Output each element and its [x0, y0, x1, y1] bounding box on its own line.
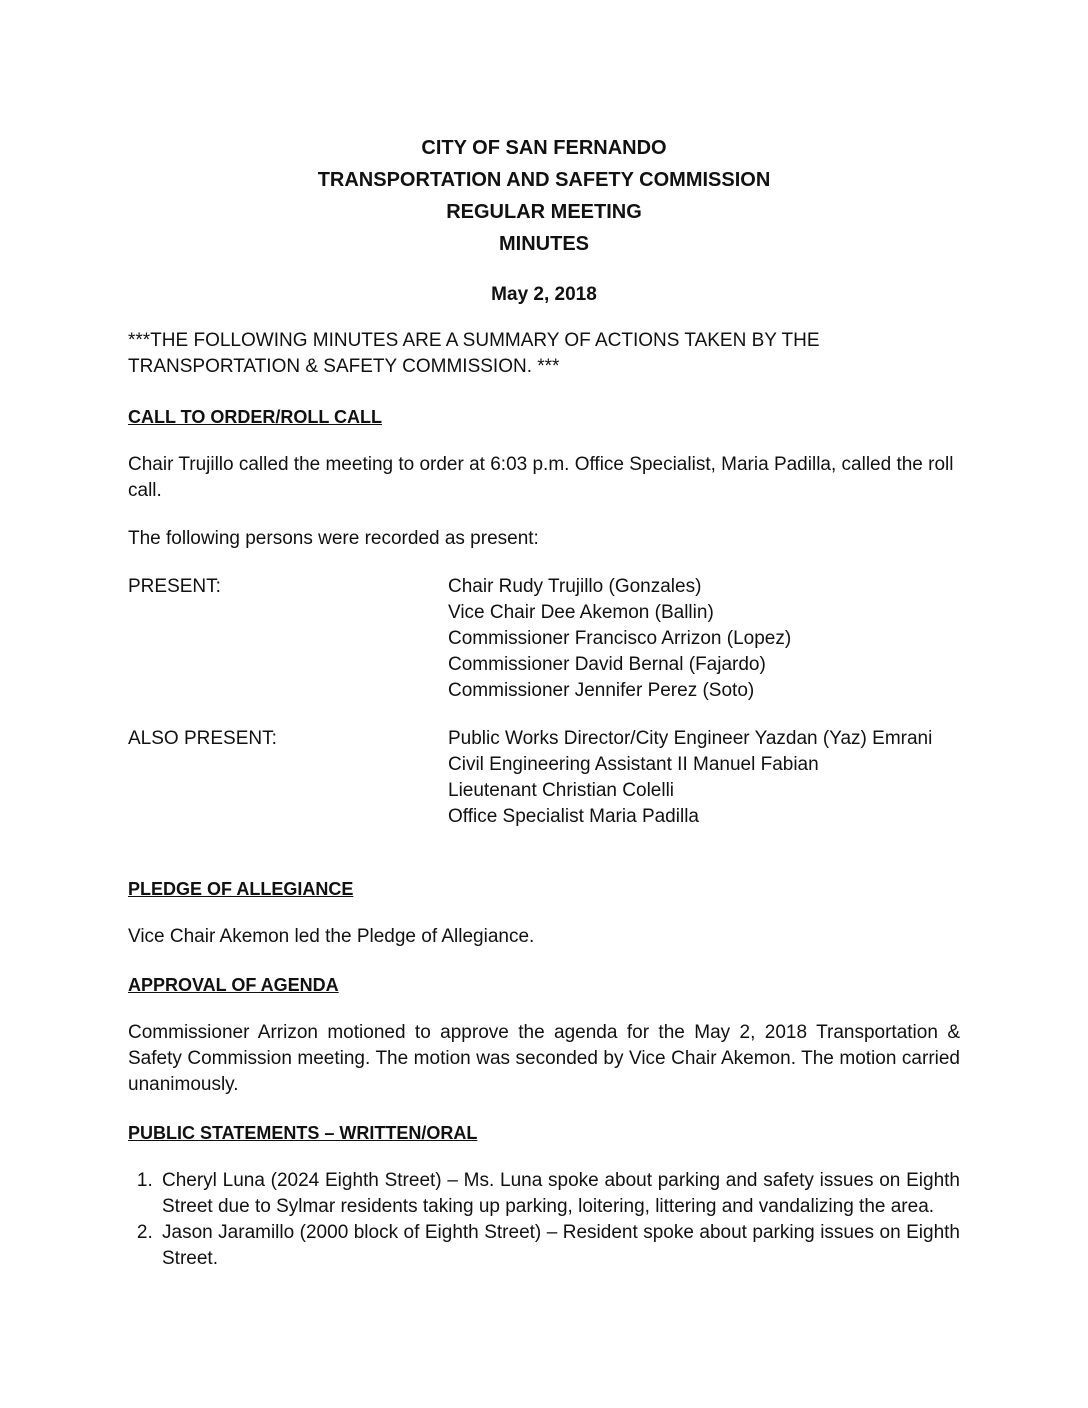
also-present-name: Public Works Director/City Engineer Yazdan (Yaz) Emrani — [448, 728, 933, 749]
title-commission: TRANSPORTATION AND SAFETY COMMISSION — [317, 169, 771, 191]
minutes-page — [128, 128, 960, 1272]
summary-note: ***THE FOLLOWING MINUTES ARE A SUMMARY OF ACTIONS TAKEN BY THE TRANSPORTATION & SAFETY COMMISSION. *** — [128, 330, 820, 377]
document-title — [128, 132, 960, 260]
pledge-heading: PLEDGE OF ALLEGIANCE — [128, 879, 354, 899]
public-statements-heading: PUBLIC STATEMENTS – WRITTEN/ORAL — [128, 1123, 478, 1143]
title-city: CITY OF SAN FERNANDO — [421, 137, 667, 159]
pledge-text: Vice Chair Akemon led the Pledge of Allegiance. — [128, 926, 535, 947]
present-label: PRESENT: — [128, 576, 221, 597]
also-present-name: Civil Engineering Assistant II Manuel Fabian — [448, 754, 819, 775]
present-list — [128, 574, 960, 704]
present-name: Vice Chair Dee Akemon (Ballin) — [448, 602, 714, 623]
present-name: Commissioner Francisco Arrizon (Lopez) — [448, 628, 792, 649]
present-name: Chair Rudy Trujillo (Gonzales) — [448, 576, 702, 597]
also-present-label: ALSO PRESENT: — [128, 728, 277, 749]
call-to-order-text: Chair Trujillo called the meeting to order at 6:03 p.m. Office Specialist, Maria Padilla, called the roll call. — [128, 454, 954, 501]
meeting-date: May 2, 2018 — [491, 284, 597, 305]
public-statements-list — [128, 1168, 960, 1272]
agenda-heading: APPROVAL OF AGENDA — [128, 975, 339, 995]
agenda-text: Commissioner Arrizon motioned to approve the agenda for the May 2, 2018 Transportation & Safety Commission meeting. The motion was seconded by Vice Chair Akemon. The motion carried unanimously. — [128, 1022, 960, 1095]
attendance-intro: The following persons were recorded as present: — [128, 528, 539, 549]
list-item: 1. Cheryl Luna (2024 Eighth Street) – Ms. Luna spoke about parking and safety issues on Eighth Street due to Sylmar residents taking up parking, loitering, littering and vandalizing the area. — [158, 1168, 960, 1220]
present-names — [448, 574, 960, 704]
also-present-list — [128, 726, 960, 830]
title-meeting-type: REGULAR MEETING — [446, 201, 642, 223]
call-to-order-heading: CALL TO ORDER/ROLL CALL — [128, 407, 382, 427]
title-minutes: MINUTES — [499, 233, 589, 255]
also-present-name: Lieutenant Christian Colelli — [448, 780, 675, 801]
list-item: 2. Jason Jaramillo (2000 block of Eighth Street) – Resident spoke about parking issues on Eighth Street. — [158, 1220, 960, 1272]
also-present-names — [448, 726, 960, 830]
also-present-name: Office Specialist Maria Padilla — [448, 806, 699, 827]
present-name: Commissioner David Bernal (Fajardo) — [448, 654, 766, 675]
present-name: Commissioner Jennifer Perez (Soto) — [448, 680, 755, 701]
